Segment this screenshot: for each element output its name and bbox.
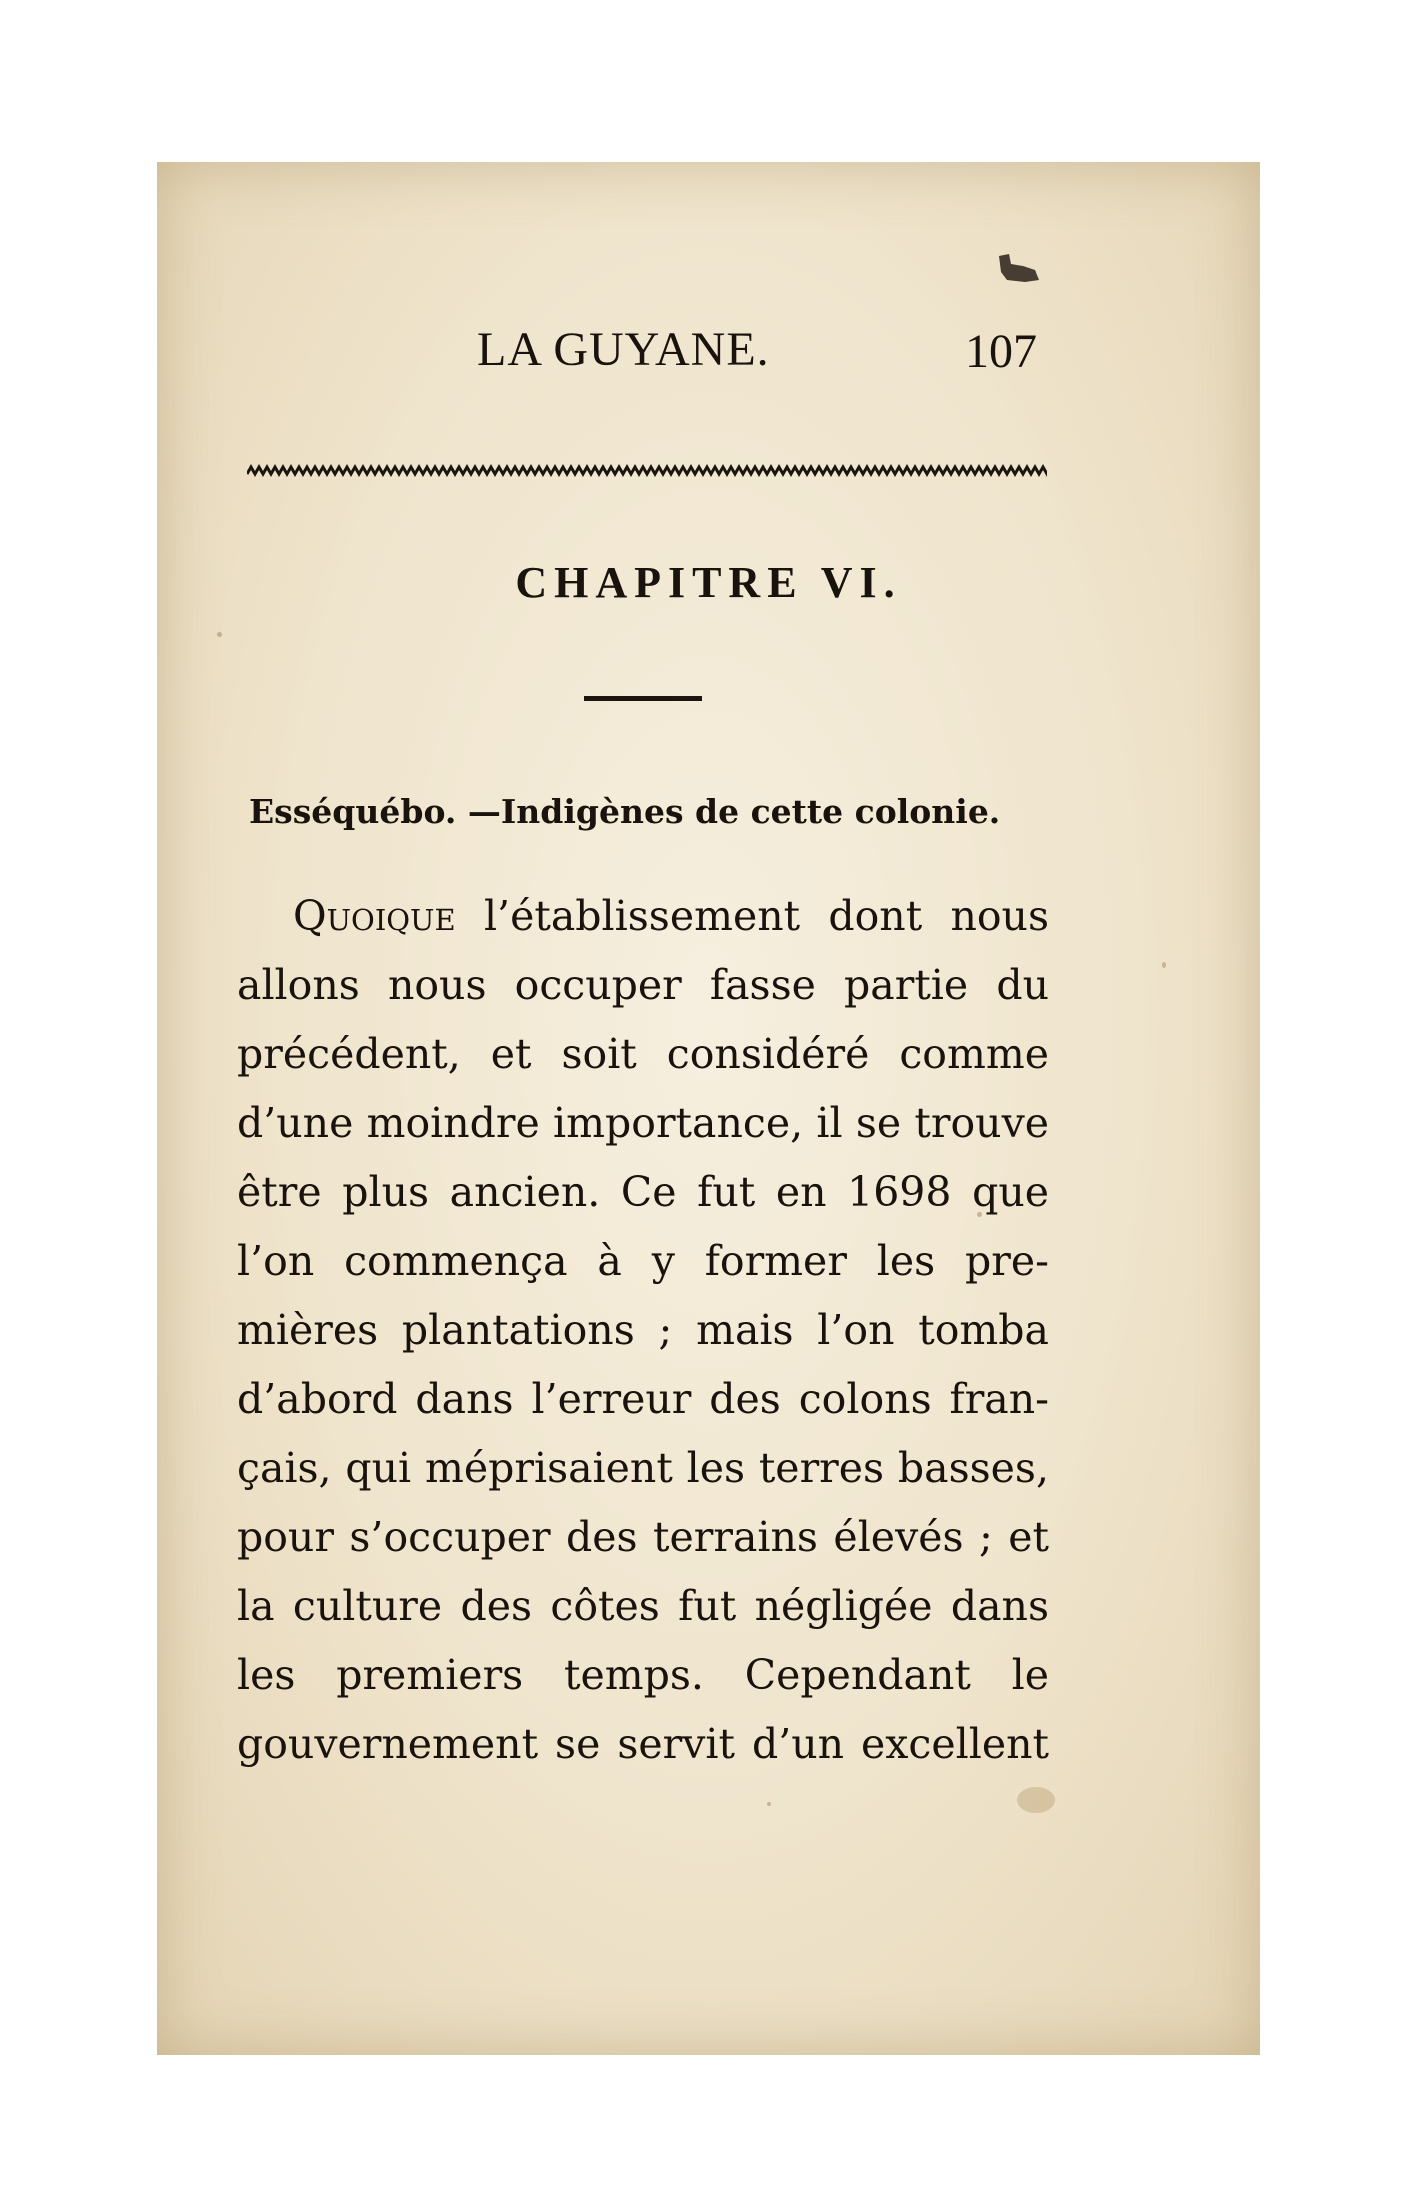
text-line-content: l’établissement dont nous bbox=[455, 892, 1049, 940]
page-number: 107 bbox=[965, 325, 1037, 378]
chapter-heading: CHAPITRE VI. bbox=[515, 558, 902, 607]
text-line: être plus ancien. Ce fut en 1698 que bbox=[237, 1168, 1049, 1216]
text-line: les premiers temps. Cependant le bbox=[237, 1651, 1049, 1699]
text-line: çais, qui méprisaient les terres basses, bbox=[237, 1444, 1049, 1492]
body-paragraph bbox=[237, 882, 1049, 1779]
text-line: d’une moindre importance, il se trouve bbox=[237, 1099, 1049, 1147]
text-line: la culture des côtes fut négligée dans bbox=[237, 1582, 1049, 1630]
ink-smudge-mark bbox=[995, 252, 1041, 286]
text-line bbox=[237, 882, 1049, 951]
short-divider-rule bbox=[584, 696, 702, 701]
text-line: précédent, et soit considéré comme bbox=[237, 1030, 1049, 1078]
text-line: d’abord dans l’erreur des colons fran- bbox=[237, 1375, 1049, 1423]
text-line: allons nous occuper fasse partie du bbox=[237, 961, 1049, 1009]
paper-speck bbox=[767, 1802, 771, 1806]
running-title: LA GUYANE. bbox=[477, 323, 770, 376]
text-line: gouvernement se servit d’un excellent bbox=[237, 1720, 1049, 1768]
dropcap-word: Quoique bbox=[293, 892, 456, 940]
ornamental-wavy-rule bbox=[247, 464, 1047, 478]
chapter-summary: Esséquébo. —Indigènes de cette colonie. bbox=[249, 792, 1001, 831]
text-line: l’on commença à y former les pre- bbox=[237, 1237, 1049, 1285]
paper-speck bbox=[217, 632, 222, 637]
paper-speck bbox=[1162, 962, 1166, 968]
text-line: pour s’occuper des terrains élevés ; et bbox=[237, 1513, 1049, 1561]
text-line: mières plantations ; mais l’on tomba bbox=[237, 1306, 1049, 1354]
book-page bbox=[157, 162, 1260, 2055]
paper-stain bbox=[1017, 1787, 1055, 1813]
